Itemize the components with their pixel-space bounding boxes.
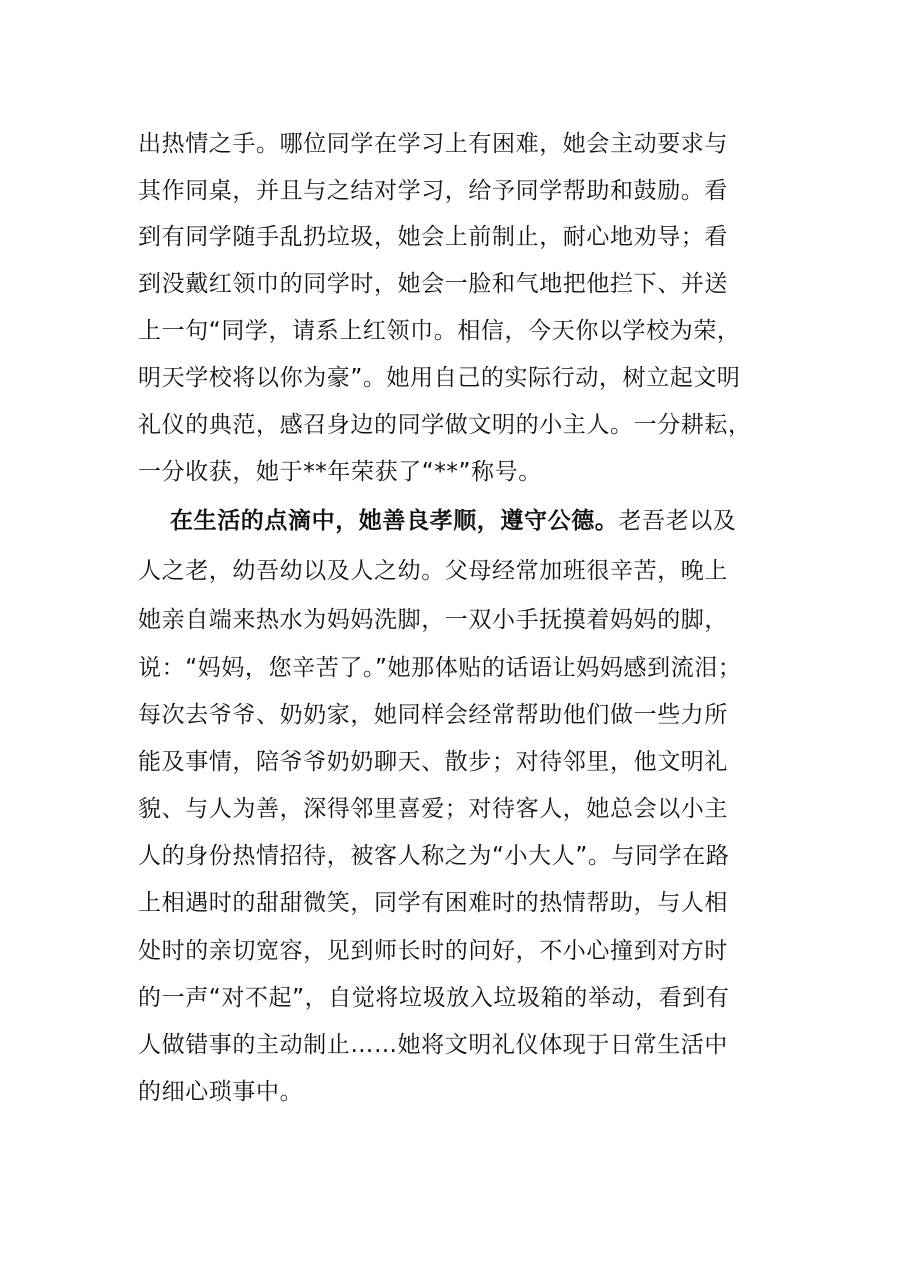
paragraph-line: 上一句“同学，请系上红领巾。相信，今天你以学校为荣， xyxy=(138,318,741,344)
paragraph-line: 说：“妈妈，您辛苦了。”她那体贴的话语让妈妈感到流泪； xyxy=(138,655,742,681)
paragraph-line: 其作同桌，并且与之结对学习，给予同学帮助和鼓励。看 xyxy=(138,178,728,204)
paragraph-line: 人的身份热情招待，被客人称之为“小大人”。与同学在路 xyxy=(138,843,730,869)
paragraph-line: 处时的亲切宽容，见到师长时的问好，不小心撞到对方时 xyxy=(138,938,728,964)
paragraph-line: 人做错事的主动制止……她将文明礼仪体现于日常生活中 xyxy=(138,1032,728,1058)
paragraph-line: 到没戴红领巾的同学时，她会一脸和气地把他拦下、并送 xyxy=(138,271,728,297)
paragraph-line: 她亲自端来热水为妈妈洗脚，一双小手抚摸着妈妈的脚， xyxy=(138,607,728,633)
paragraph-line: 人之老，幼吾幼以及人之幼。父母经常加班很辛苦，晚上 xyxy=(138,558,728,584)
paragraph-line: 明天学校将以你为豪”。她用自己的实际行动，树立起文明 xyxy=(138,365,741,391)
paragraph-line: 到有同学随手乱扔垃圾，她会上前制止，耐心地劝导；看 xyxy=(138,224,728,250)
paragraph-lead-text: 老吾老以及 xyxy=(618,508,737,534)
paragraph-line: 的细心琐事中。 xyxy=(138,1079,304,1105)
paragraph-line: 礼仪的典范，感召身边的同学做文明的小主人。一分耕耘， xyxy=(138,412,752,438)
paragraph-line: 出热情之手。哪位同学在学习上有困难，她会主动要求与 xyxy=(138,131,728,157)
paragraph-line: 能及事情，陪爷爷奶奶聊天、散步；对待邻里，他文明礼 xyxy=(138,749,728,775)
paragraph-line: 每次去爷爷、奶奶家，她同样会经常帮助他们做一些力所 xyxy=(138,702,728,728)
paragraph-line: 上相遇时的甜甜微笑，同学有困难时的热情帮助，与人相 xyxy=(138,890,728,916)
paragraph-heading: 在生活的点滴中，她善良孝顺，遵守公德。 xyxy=(170,508,619,534)
paragraph-line: 一分收获，她于**年荣获了“**”称号。 xyxy=(138,459,542,485)
paragraph-line: 的一声“对不起”，自觉将垃圾放入垃圾箱的举动，看到有 xyxy=(138,985,730,1011)
paragraph-line: 貌、与人为善，深得邻里喜爱；对待客人，她总会以小主 xyxy=(138,796,728,822)
paragraph-lead-line xyxy=(170,501,736,541)
